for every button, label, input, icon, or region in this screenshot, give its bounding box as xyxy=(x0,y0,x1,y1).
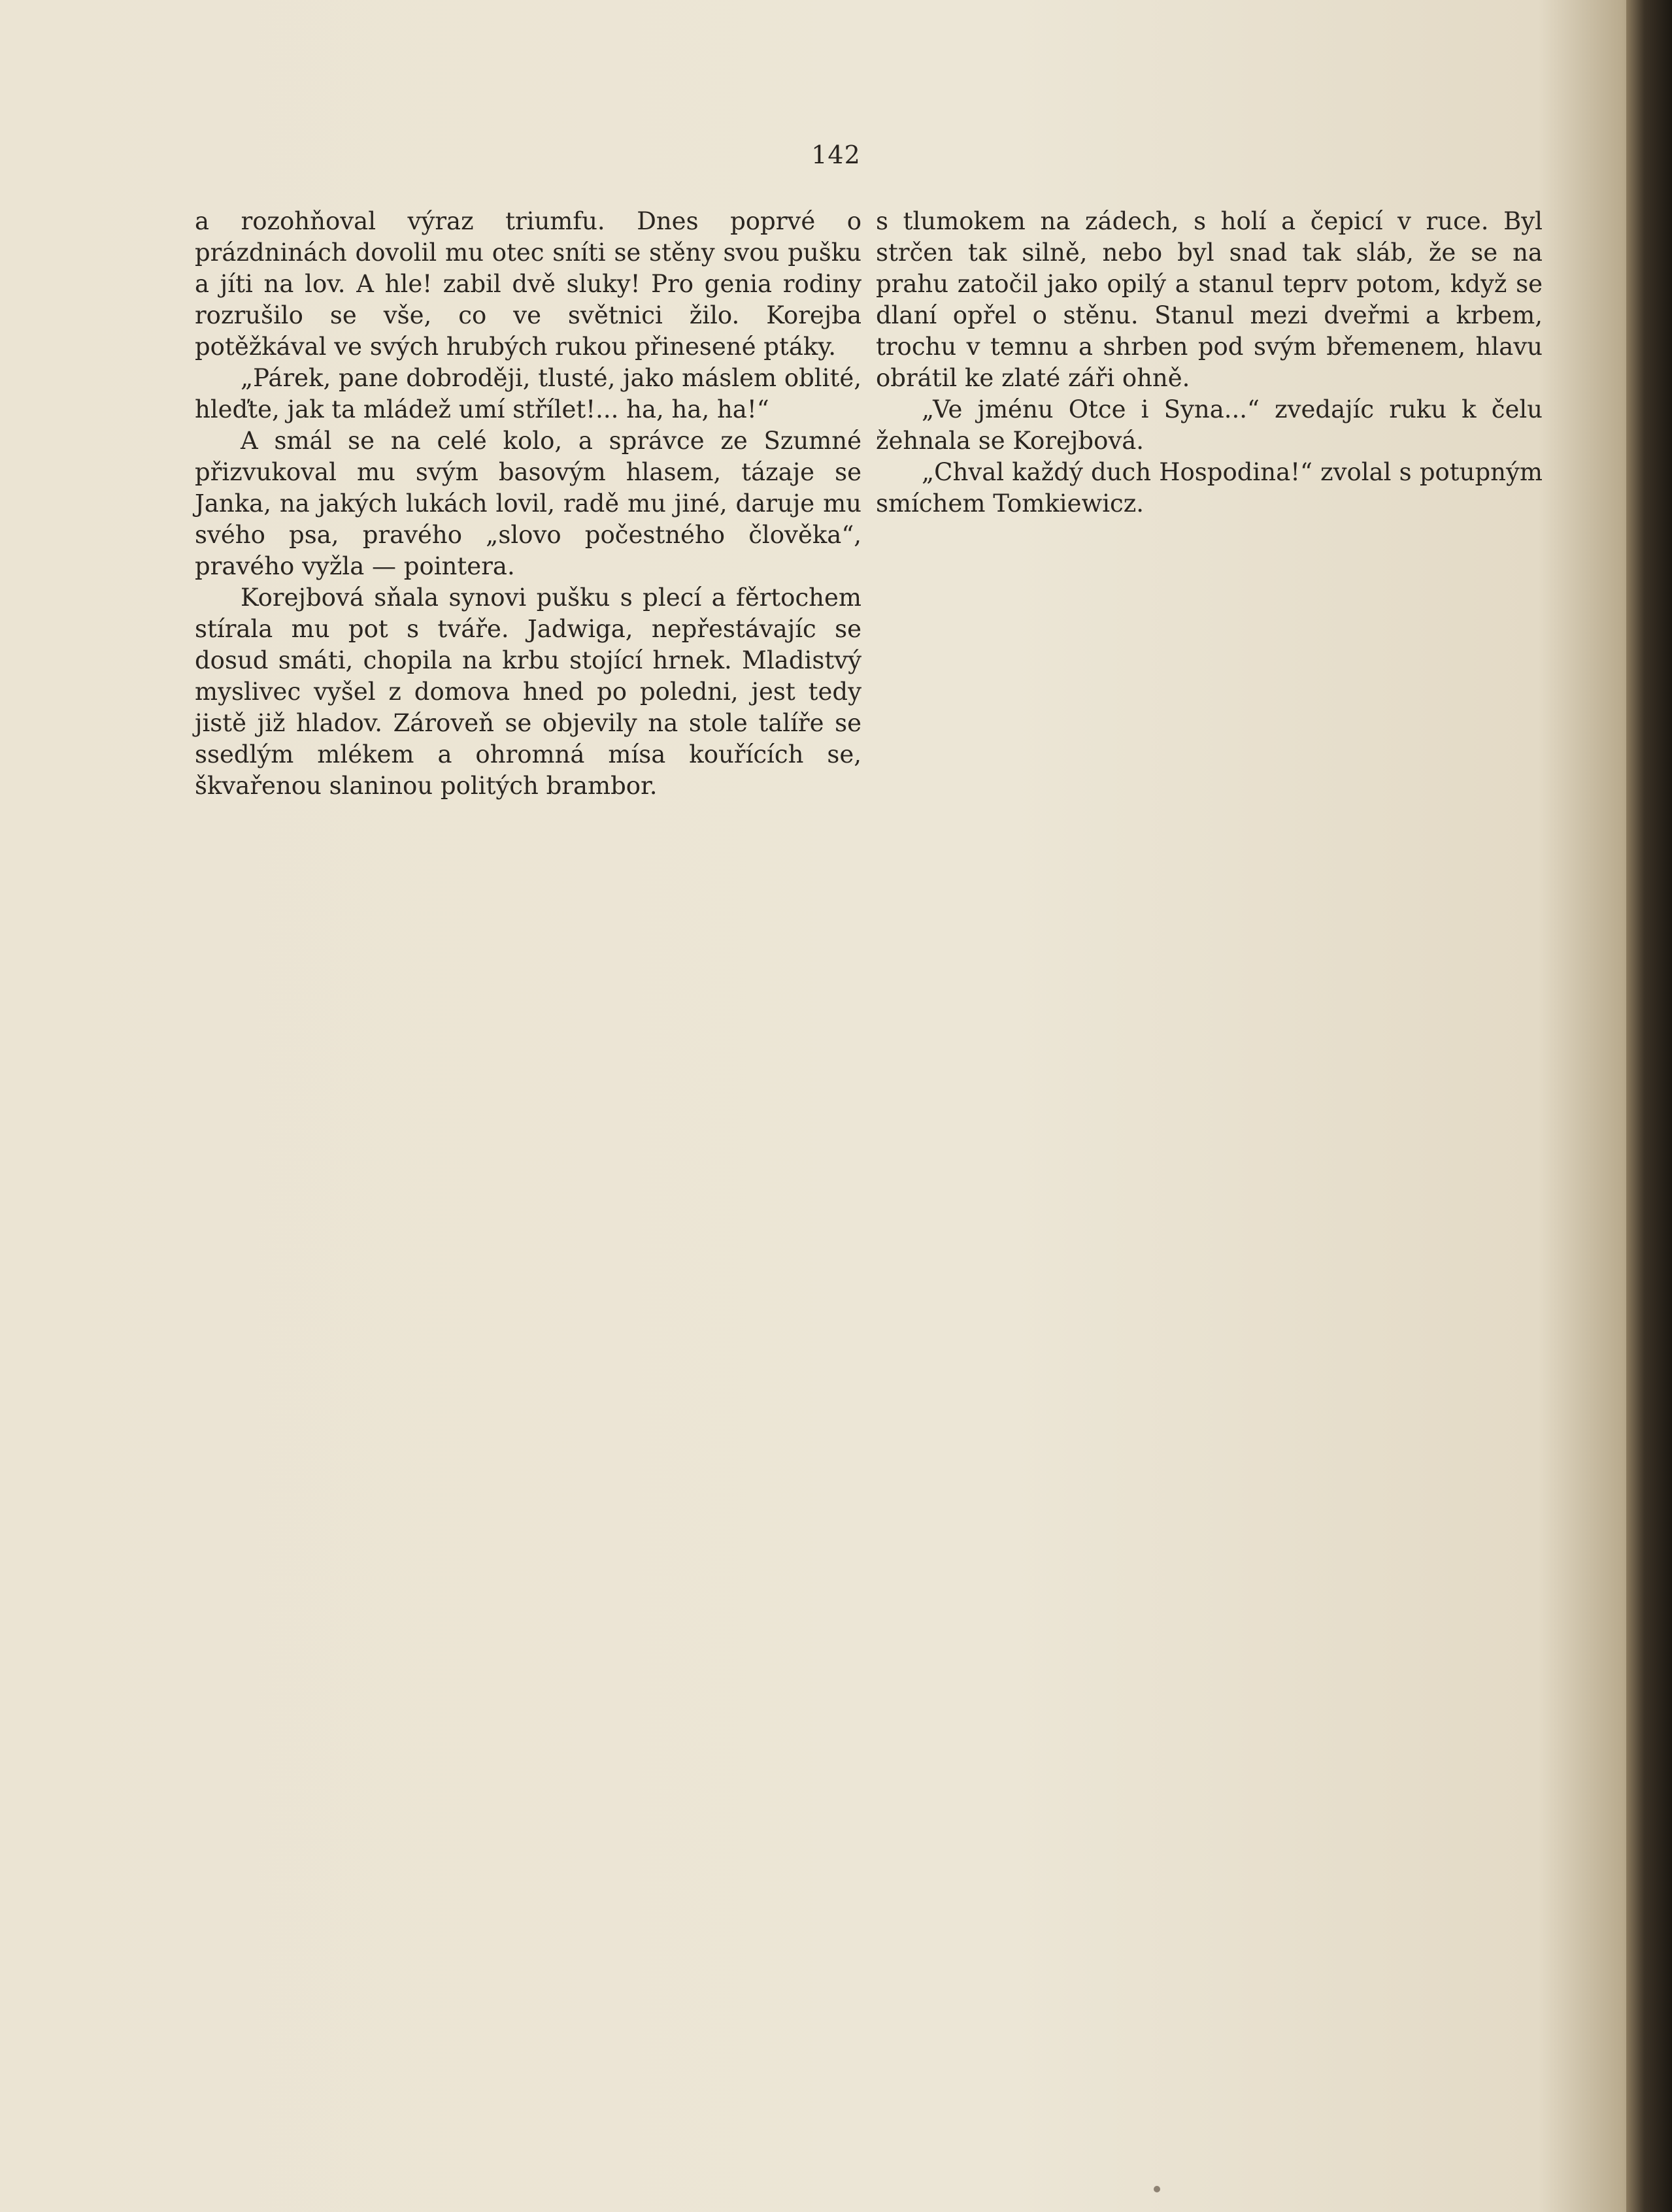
left-column xyxy=(195,206,861,802)
left-paragraph-2: „Párek, pane dobroději, tlusté, jako máslem oblité, hleďte, jak ta mládež umí střílet!... ha, ha, ha!“ xyxy=(195,364,861,423)
page-number: 142 xyxy=(811,140,861,169)
right-paragraph-2: „Ve jménu Otce i Syna...“ zvedajíc ruku k čelu žehnala se Korejbová. xyxy=(876,395,1543,455)
left-paragraph-4: Korejbová sňala synovi pušku s plecí a fěrtochem stírala mu pot s tváře. Jadwiga, nepřestávajíc se dosud smáti, chopila na krbu stojící hrnek. Mladistvý myslivec vyšel z domova hned po poledni, jest tedy jistě již hladov. Zároveň se objevily na stole talíře se ssedlým mlékem a ohromná mísa kouřících se, škvařenou slaninou politých brambor. xyxy=(195,584,861,800)
book-spine-edge xyxy=(1626,0,1672,2212)
right-paragraph-3: „Chval každý duch Hospodina!“ zvolal s potupným smíchem Tomkiewicz. xyxy=(876,458,1543,518)
left-paragraph-3: A smál se na celé kolo, a správce ze Szumné přizvukoval mu svým basovým hlasem, tázaje se Janka, na jakých lukách lovil, radě mu jiné, daruje mu svého psa, pravého „slovo počestného člověka“, pravého vyžla — pointera. xyxy=(195,427,861,580)
paper-speck xyxy=(1154,2186,1160,2192)
right-column xyxy=(876,206,1543,520)
left-paragraph-1: a rozohňoval výraz triumfu. Dnes poprvé o prázdninách dovolil mu otec sníti se stěny svou pušku a jíti na lov. A hle! zabil dvě sluky! Pro genia rodiny rozrušilo se vše, co ve světnici žilo. Korejba potěžkával ve svých hrubých rukou přinesené ptáky. xyxy=(195,207,861,361)
right-paragraph-1: s tlumokem na zádech, s holí a čepicí v ruce. Byl strčen tak silně, nebo byl snad tak sláb, že se na prahu zatočil jako opilý a stanul teprv potom, když se dlaní opřel o stěnu. Stanul mezi dveřmi a krbem, trochu v temnu a shrben pod svým břemenem, hlavu obrátil ke zlaté záři ohně. xyxy=(876,207,1543,392)
